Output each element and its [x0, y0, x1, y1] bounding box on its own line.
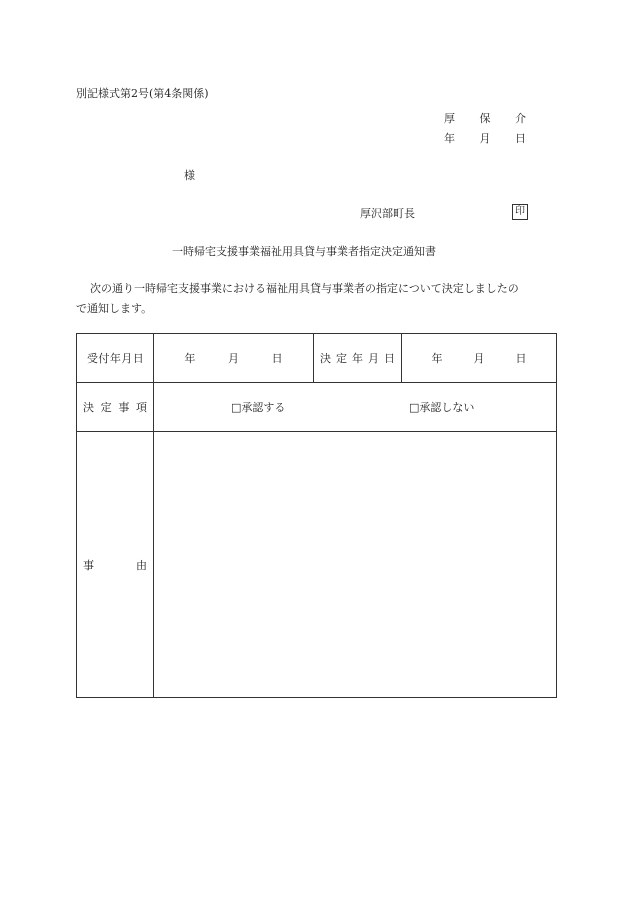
decision-options [154, 383, 557, 432]
label-char: 受 [86, 352, 98, 365]
recipient-honorific: 様 [184, 169, 195, 182]
date-year: 年 [431, 352, 443, 365]
decision-table [76, 333, 557, 698]
label-char: 決 [320, 352, 331, 365]
date-month: 月 [473, 352, 485, 365]
label-char: 項 [135, 401, 147, 414]
applicant-name-char: 介 [515, 112, 526, 125]
label-char: 月 [368, 352, 379, 365]
received-date-value [154, 334, 314, 383]
date-month: 月 [479, 132, 491, 145]
label-char: 月 [121, 352, 133, 365]
reason-row [77, 432, 557, 698]
date-year: 年 [184, 352, 196, 365]
applicant-name [444, 110, 526, 126]
decision-date-value [402, 334, 557, 383]
body-text-line-1: 次の通り一時帰宅支援事業における福祉用具貸与事業者の指定について決定しましたの [90, 282, 519, 295]
decision-label [83, 399, 147, 415]
reason-label-cell [77, 432, 154, 698]
body-text-line-2: で通知します。 [76, 302, 153, 315]
reason-label [83, 557, 147, 573]
decision-label-cell [77, 383, 154, 432]
seal-mark [512, 204, 528, 220]
label-char: 決 [83, 401, 94, 414]
received-date-label [83, 350, 147, 366]
approve-checkbox[interactable]: □承認する [231, 401, 286, 414]
label-char: 日 [384, 352, 395, 365]
date-day: 日 [271, 352, 283, 365]
label-char: 事 [83, 558, 94, 572]
form-reference: 別記様式第2号(第4条関係) [76, 87, 209, 100]
label-char: 定 [100, 401, 112, 414]
label-char: 事 [118, 401, 130, 414]
date-day: 日 [515, 352, 527, 365]
received-date-label-cell [77, 334, 154, 383]
label-char: 由 [136, 558, 147, 572]
label-char: 日 [132, 352, 144, 365]
date-row [77, 334, 557, 383]
document-title: 一時帰宅支援事業福祉用具貸与事業者指定決定通知書 [172, 245, 436, 258]
label-char: 年 [352, 352, 363, 365]
date-year: 年 [444, 132, 455, 145]
reject-checkbox[interactable]: □承認しない [409, 401, 475, 414]
date-month: 月 [227, 352, 239, 365]
issue-date [444, 130, 526, 146]
label-char: 付 [98, 352, 110, 365]
decision-date-label-cell [314, 334, 402, 383]
date-day: 日 [515, 132, 526, 145]
applicant-name-char: 厚 [444, 112, 455, 125]
seal-box: 印 [512, 204, 528, 220]
issuer-name: 厚沢部町長 [360, 207, 415, 220]
decision-row [77, 383, 557, 432]
label-char: 定 [336, 352, 347, 365]
label-char: 年 [109, 352, 121, 365]
applicant-name-char: 保 [479, 112, 491, 125]
reason-field[interactable] [154, 432, 557, 698]
decision-date-label [320, 350, 395, 366]
